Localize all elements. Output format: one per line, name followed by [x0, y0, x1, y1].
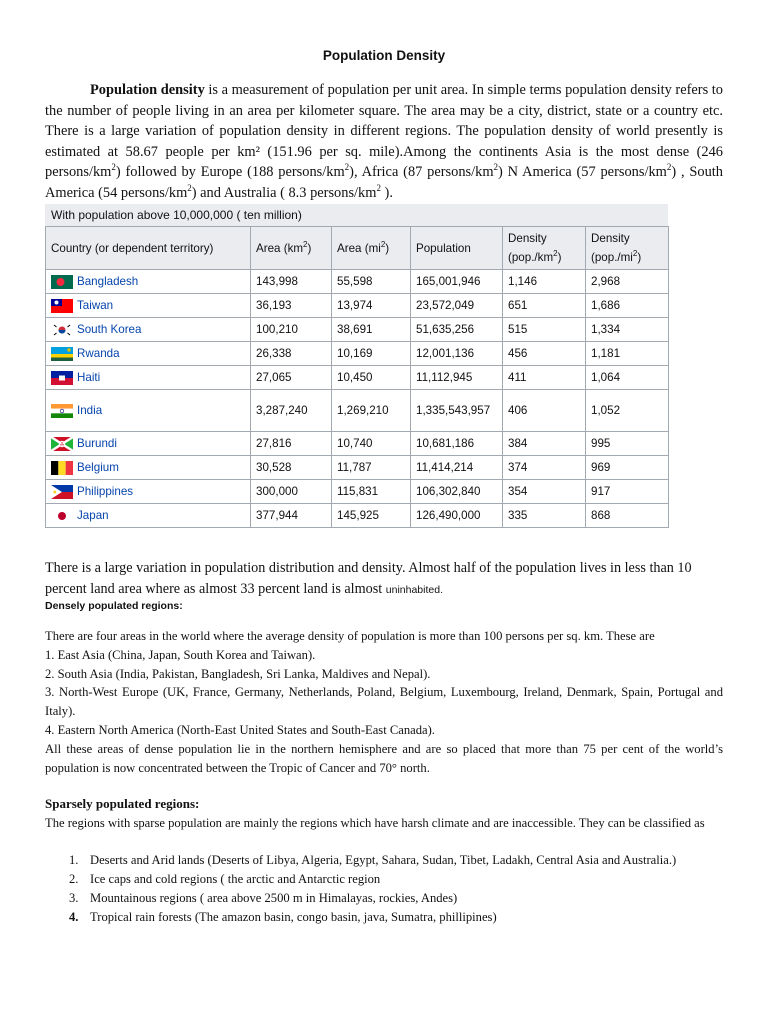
- table-row: [46, 504, 669, 528]
- population-density-table: [45, 226, 669, 528]
- country-link[interactable]: South Korea: [77, 323, 142, 336]
- country-link[interactable]: Taiwan: [77, 299, 114, 312]
- header-density-km2: [503, 227, 586, 270]
- india-flag-icon: [51, 404, 73, 418]
- intro-text-8: ).: [380, 184, 393, 201]
- cell-country: [46, 270, 251, 294]
- table-body: [46, 270, 669, 528]
- cell-area-km2: 100,210: [251, 318, 332, 342]
- country-link[interactable]: Belgium: [77, 461, 119, 474]
- cell-population: 106,302,840: [411, 480, 503, 504]
- list-number: 2.: [69, 872, 79, 886]
- cell-area-km2: 143,998: [251, 270, 332, 294]
- list-text: Mountainous regions ( area above 2500 m in Himalayas, rockies, Andes): [90, 891, 458, 905]
- sparse-intro: The regions with sparse population are mainly the regions which have harsh climate and are inaccessible. They can be classified as: [45, 816, 705, 830]
- list-item: [45, 889, 723, 908]
- cell-density-km2: 374: [503, 456, 586, 480]
- country-wrap: [51, 371, 245, 385]
- list-number: 4.: [69, 910, 79, 924]
- table-row: [46, 480, 669, 504]
- cell-country: [46, 504, 251, 528]
- table-header-row: [46, 227, 669, 270]
- cell-density-mi2: 2,968: [586, 270, 669, 294]
- country-wrap: [51, 437, 245, 451]
- cell-area-mi2: 11,787: [332, 456, 411, 480]
- country-wrap: [51, 509, 245, 523]
- dense-line: All these areas of dense population lie in the northern hemisphere and are so placed that more than 75 per cent of the world’s population is now concentrated between the Tropic of Cancer and 70° north.: [45, 741, 723, 775]
- table-row: [46, 432, 669, 456]
- sparse-regions-list: [45, 851, 723, 927]
- dense-line: 4. Eastern North America (North-East United States and South-East Canada).: [45, 722, 435, 737]
- burundi-flag-icon: [51, 437, 73, 451]
- cell-country: [46, 480, 251, 504]
- intro-word-population: population: [327, 82, 390, 98]
- cell-area-km2: 30,528: [251, 456, 332, 480]
- header-close: ): [637, 251, 642, 264]
- cell-area-mi2: 10,169: [332, 342, 411, 366]
- header-population: Population: [411, 227, 503, 270]
- list-text: Tropical rain forests (The amazon basin, congo basin, java, Sumatra, phillipines): [90, 910, 497, 924]
- cell-density-km2: 515: [503, 318, 586, 342]
- cell-area-km2: 26,338: [251, 342, 332, 366]
- country-wrap: [51, 404, 245, 418]
- header-area-mi2: [332, 227, 411, 270]
- densely-populated-section: [45, 627, 723, 777]
- list-item: [45, 908, 723, 927]
- intro-paragraph: [45, 80, 723, 204]
- cell-density-mi2: 969: [586, 456, 669, 480]
- distribution-text: There is a large variation in population distribution and density. Almost half of the population lives in less than 10 percent land area where as almost 33 percent land is almost: [45, 560, 692, 597]
- distribution-paragraph: [45, 558, 725, 601]
- cell-population: 51,635,256: [411, 318, 503, 342]
- cell-density-mi2: 1,052: [586, 390, 669, 432]
- cell-population: 23,572,049: [411, 294, 503, 318]
- cell-area-mi2: 1,269,210: [332, 390, 411, 432]
- cell-area-mi2: 55,598: [332, 270, 411, 294]
- cell-population: 11,414,214: [411, 456, 503, 480]
- dense-line: 2. South Asia (India, Pakistan, Bangladesh, Sri Lanka, Maldives and Nepal).: [45, 666, 431, 681]
- cell-population: 1,335,543,957: [411, 390, 503, 432]
- country-wrap: [51, 275, 245, 289]
- country-link[interactable]: India: [77, 404, 103, 417]
- cell-country: [46, 366, 251, 390]
- table-row: [46, 366, 669, 390]
- haiti-flag-icon: [51, 371, 73, 385]
- cell-density-mi2: 995: [586, 432, 669, 456]
- list-item: [45, 851, 723, 870]
- superscript: 2: [632, 249, 638, 259]
- header-density-mi2-text: Density (pop./mi: [591, 232, 633, 264]
- cell-area-mi2: 145,925: [332, 504, 411, 528]
- cell-country: [46, 432, 251, 456]
- sparsely-populated-heading: Sparsely populated regions:: [45, 796, 200, 811]
- intro-text-3: ) followed by Europe (188 persons/km: [115, 164, 345, 181]
- list-number: 1.: [69, 853, 79, 867]
- dense-line: 1. East Asia (China, Japan, South Korea and Taiwan).: [45, 647, 316, 662]
- distribution-text-small: uninhabited.: [385, 584, 443, 596]
- country-wrap: [51, 299, 245, 313]
- belgium-flag-icon: [51, 461, 73, 475]
- country-link[interactable]: Philippines: [77, 485, 134, 498]
- dense-line: There are four areas in the world where the average density of population is more than 100 persons per sq. km. These are: [45, 629, 655, 643]
- superscript: 2: [380, 239, 386, 249]
- cell-area-km2: 300,000: [251, 480, 332, 504]
- intro-text-4: ), Africa (87 persons/km: [349, 164, 494, 181]
- header-country: Country (or dependent territory): [46, 227, 251, 270]
- cell-density-km2: 411: [503, 366, 586, 390]
- header-close: ): [557, 251, 562, 264]
- cell-density-km2: 354: [503, 480, 586, 504]
- cell-density-km2: 456: [503, 342, 586, 366]
- table-row: [46, 294, 669, 318]
- philippines-flag-icon: [51, 485, 73, 499]
- list-item: [45, 870, 723, 889]
- superscript: 2: [376, 183, 381, 194]
- country-wrap: [51, 485, 245, 499]
- cell-area-km2: 27,065: [251, 366, 332, 390]
- intro-text-1: is a measurement of: [204, 82, 328, 98]
- table-row: [46, 456, 669, 480]
- cell-country: [46, 318, 251, 342]
- header-area-km2-text: Area (km: [256, 241, 304, 255]
- rwanda-flag-icon: [51, 347, 73, 361]
- country-link[interactable]: Haiti: [77, 371, 101, 384]
- table-caption: With population above 10,000,000 ( ten million): [45, 204, 668, 226]
- table-row: [46, 390, 669, 432]
- cell-population: 126,490,000: [411, 504, 503, 528]
- country-wrap: [51, 347, 245, 361]
- superscript: 2: [344, 162, 350, 173]
- cell-density-km2: 406: [503, 390, 586, 432]
- superscript: 2: [111, 162, 116, 173]
- superscript: 2: [666, 162, 672, 173]
- list-text: Deserts and Arid lands (Deserts of Libya, Algeria, Egypt, Sahara, Sudan, Tibet, Ladakh, Central Asia and Australia.): [90, 853, 677, 867]
- cell-area-mi2: 38,691: [332, 318, 411, 342]
- list-number: 3.: [69, 891, 79, 905]
- cell-density-km2: 384: [503, 432, 586, 456]
- table-row: [46, 318, 669, 342]
- cell-country: [46, 390, 251, 432]
- cell-area-km2: 3,287,240: [251, 390, 332, 432]
- cell-country: [46, 294, 251, 318]
- cell-area-mi2: 10,450: [332, 366, 411, 390]
- cell-density-mi2: 868: [586, 504, 669, 528]
- header-area-mi2-text: Area (mi: [337, 241, 381, 255]
- country-link[interactable]: Rwanda: [77, 347, 120, 360]
- cell-density-mi2: 1,686: [586, 294, 669, 318]
- cell-density-km2: 651: [503, 294, 586, 318]
- country-link[interactable]: Burundi: [77, 437, 117, 450]
- cell-density-mi2: 1,334: [586, 318, 669, 342]
- cell-area-km2: 27,816: [251, 432, 332, 456]
- cell-population: 12,001,136: [411, 342, 503, 366]
- cell-population: 11,112,945: [411, 366, 503, 390]
- country-wrap: [51, 323, 245, 337]
- intro-lead-term: Population density: [90, 82, 205, 98]
- densely-populated-heading: Densely populated regions:: [45, 600, 183, 612]
- bangladesh-flag-icon: [51, 275, 73, 289]
- country-wrap: [51, 461, 245, 475]
- cell-population: 165,001,946: [411, 270, 503, 294]
- country-link[interactable]: Bangladesh: [77, 275, 139, 288]
- cell-density-km2: 1,146: [503, 270, 586, 294]
- cell-area-mi2: 10,740: [332, 432, 411, 456]
- dense-line: 3. North-West Europe (UK, France, Germany, Netherlands, Poland, Belgium, Luxembourg, Ireland, Denmark, Spain, Portugal and Italy).: [45, 685, 723, 719]
- header-density-km2-text: Density (pop./km: [508, 232, 554, 264]
- cell-country: [46, 342, 251, 366]
- cell-area-km2: 377,944: [251, 504, 332, 528]
- cell-density-mi2: 1,181: [586, 342, 669, 366]
- south-korea-flag-icon: [51, 323, 73, 337]
- intro-text-6: ) , South America (54 persons/km: [45, 164, 723, 201]
- page-title: Population Density: [322, 48, 446, 63]
- superscript: 2: [493, 162, 499, 173]
- cell-density-mi2: 917: [586, 480, 669, 504]
- intro-text-7: ) and Australia ( 8.3 persons/km: [191, 184, 377, 201]
- table-row: [46, 342, 669, 366]
- cell-area-km2: 36,193: [251, 294, 332, 318]
- header-density-mi2: [586, 227, 669, 270]
- table-row: [46, 270, 669, 294]
- japan-flag-icon: [51, 509, 73, 523]
- cell-country: [46, 456, 251, 480]
- intro-text-2: per unit area. In simple terms population density refers to the number of people living in an area per kilometer square. The area may be a city, district, state or a country etc. There is a large variation of population density in different regions. The population density of world presently is estimated at 58.67 people per km² (151.96 per sq. mile).Among the continents Asia is the most dense (246 persons/km: [45, 82, 723, 181]
- cell-area-mi2: 115,831: [332, 480, 411, 504]
- population-table-container: [45, 204, 668, 528]
- header-area-km2: [251, 227, 332, 270]
- cell-area-mi2: 13,974: [332, 294, 411, 318]
- taiwan-flag-icon: [51, 299, 73, 313]
- superscript: 2: [303, 239, 308, 249]
- cell-population: 10,681,186: [411, 432, 503, 456]
- header-close: ): [307, 241, 312, 255]
- cell-density-mi2: 1,064: [586, 366, 669, 390]
- intro-text-5: ) N America (57 persons/km: [498, 164, 667, 181]
- country-link[interactable]: Japan: [77, 509, 109, 522]
- list-text: Ice caps and cold regions ( the arctic and Antarctic region: [90, 872, 381, 886]
- cell-density-km2: 335: [503, 504, 586, 528]
- superscript: 2: [187, 183, 192, 194]
- superscript: 2: [553, 249, 558, 259]
- header-close: ): [385, 241, 390, 255]
